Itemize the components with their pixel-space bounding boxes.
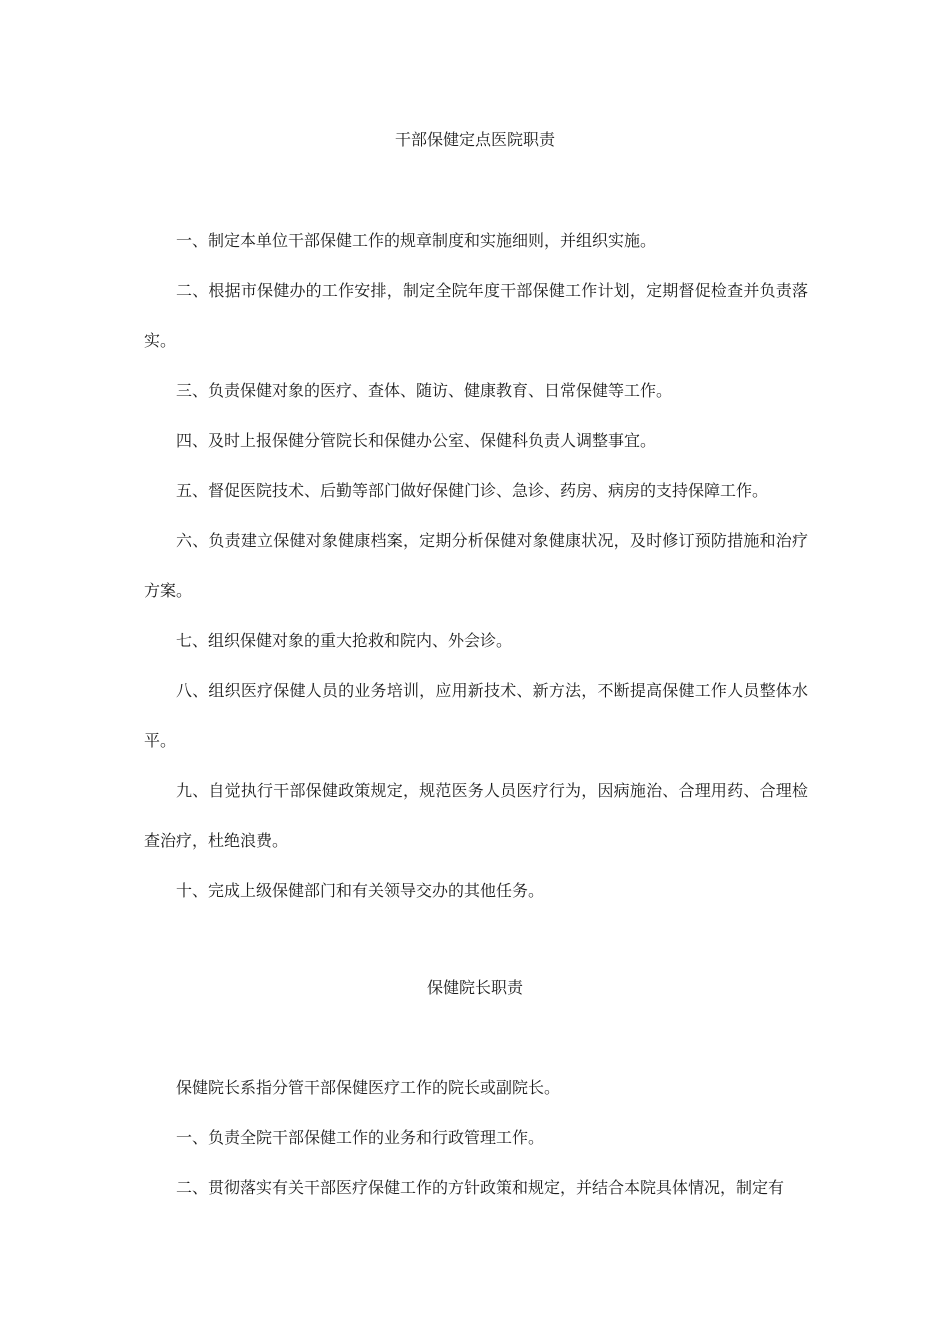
section2-intro: 保健院长系指分管干部保健医疗工作的院长或副院长。 <box>176 1078 561 1097</box>
section2-item-1: 一、负责全院干部保健工作的业务和行政管理工作。 <box>176 1128 545 1147</box>
section1-item-3: 三、负责保健对象的医疗、查体、随访、健康教育、日常保健等工作。 <box>176 381 673 400</box>
section1-item-2: 二、根据市保健办的工作安排，制定全院年度干部保健工作计划，定期督促检查并负责落实。 <box>144 281 808 350</box>
section1-item-9: 九、自觉执行干部保健政策规定，规范医务人员医疗行为，因病施治、合理用药、合理检查治疗，杜绝浪费。 <box>144 781 808 850</box>
section1-title: 干部保健定点医院职责 <box>394 130 555 149</box>
section1-item-4: 四、及时上报保健分管院长和保健办公室、保健科负责人调整事宜。 <box>176 431 657 450</box>
section1-item-8: 八、组织医疗保健人员的业务培训，应用新技术、新方法，不断提高保健工作人员整体水平。 <box>144 681 808 750</box>
section1-item-10: 十、完成上级保健部门和有关领导交办的其他任务。 <box>176 881 545 900</box>
section1-item-6: 六、负责建立保健对象健康档案，定期分析保健对象健康状况，及时修订预防措施和治疗方案。 <box>144 531 808 600</box>
section2-title: 保健院长职责 <box>426 978 523 997</box>
section1-item-1: 一、制定本单位干部保健工作的规章制度和实施细则，并组织实施。 <box>176 231 657 250</box>
section1-item-5: 五、督促医院技术、后勤等部门做好保健门诊、急诊、药房、病房的支持保障工作。 <box>176 481 769 500</box>
section2-item-2: 二、贯彻落实有关干部医疗保健工作的方针政策和规定，并结合本院具体情况，制定有 <box>176 1178 785 1197</box>
section1-item-7: 七、组织保健对象的重大抢救和院内、外会诊。 <box>176 631 513 650</box>
